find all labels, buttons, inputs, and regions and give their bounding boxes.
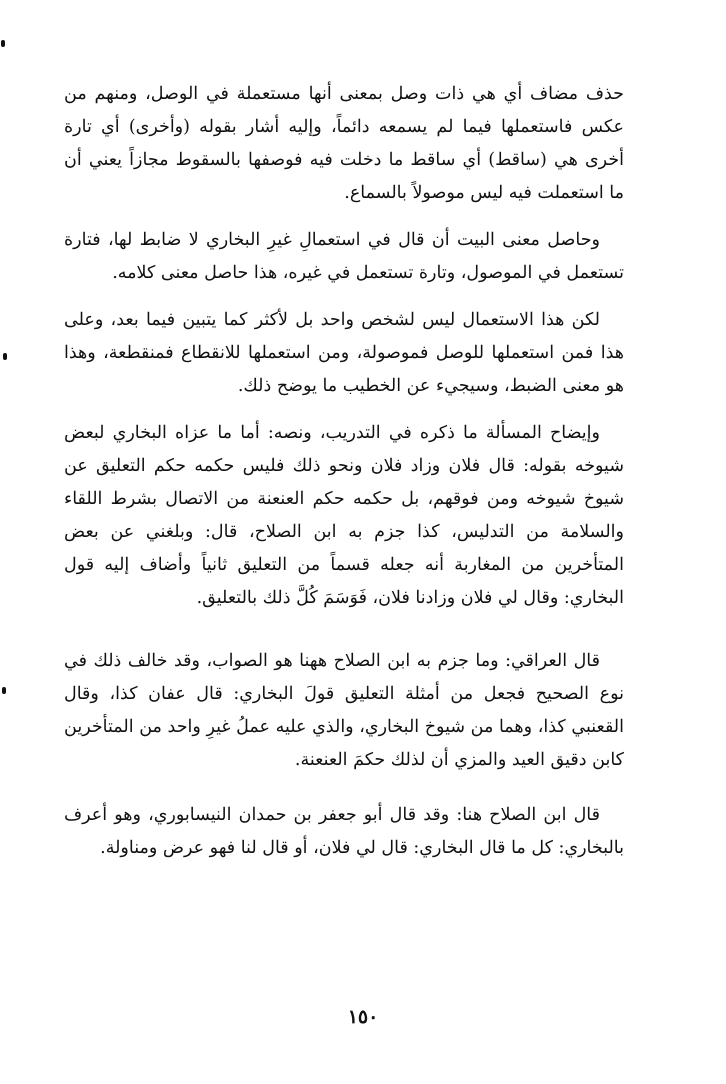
scan-edge-mark: [3, 353, 7, 360]
page-number: ١٥٠: [347, 1006, 379, 1028]
paragraph: لكن هذا الاستعمال ليس لشخص واحد بل لأكثر كما يتبين فيما بعد، وعلى هذا فمن استعملها للوصل فموصولة، ومن استعملها للانقطاع فمنقطعة، وهذا هو معنى الضبط، وسيجيء عن الخطيب ما يوضح ذلك.: [64, 310, 624, 396]
body-text: [64, 78, 624, 865]
paragraph: وإيضاح المسألة ما ذكره في التدريب، ونصه: أما ما عزاه البخاري لبعض شيوخه بقوله: قال فلان وزاد فلان ونحو ذلك فليس حكمه حكم التعليق عن شيوخ شيوخه ومن فوقهم، بل حكمه حكم العنعنة من الاتصال بشرط اللقاء والسلامة من التدليس، كذا جزم به ابن الصلاح، قال: وبلغني عن بعض المتأخرين من المغاربة أنه جعله قسماً من التعليق ثانياً وأضاف إليه قول البخاري: وقال لي فلان وزادنا فلان، فَوَسَمَ كُلَّ ذلك بالتعليق.: [64, 423, 624, 608]
paragraph: حذف مضاف أي هي ذات وصل بمعنى أنها مستعملة في الوصل، ومنهم من عكس فاستعملها فيما لم يسمعه دائماً، وإليه أشار بقوله (وأخرى) أي تارة أخرى هي (ساقط) أي ساقط ما دخلت فيه فوصفها بالسقوط مجازاً يعني أن ما استعملت فيه ليس موصولاً بالسماع.: [64, 84, 624, 203]
scan-edge-mark: [1, 40, 5, 47]
paragraph: قال ابن الصلاح هنا: وقد قال أبو جعفر بن حمدان النيسابوري، وهو أعرف بالبخاري: كل ما قال البخاري: قال لي فلان، أو قال لنا فهو عرض ومناولة.: [64, 805, 624, 858]
paragraph: قال العراقي: وما جزم به ابن الصلاح ههنا هو الصواب، وقد خالف ذلك في نوع الصحيح فجعل من أمثلة التعليق قولَ البخاري: قال عفان كذا، وقال القعنبي كذا، وهما من شيوخ البخاري، والذي عليه عملُ غيرِ واحد من المتأخرين كابن دقيق العيد والمزي أن لذلك حكمَ العنعنة.: [64, 651, 624, 770]
scan-edge-mark: [2, 687, 6, 694]
paragraph: وحاصل معنى البيت أن قال في استعمالِ غيرِ البخاري لا ضابط لها، فتارة تستعمل في الموصول، وتارة تستعمل في غيره، هذا حاصل معنى كلامه.: [64, 230, 624, 283]
